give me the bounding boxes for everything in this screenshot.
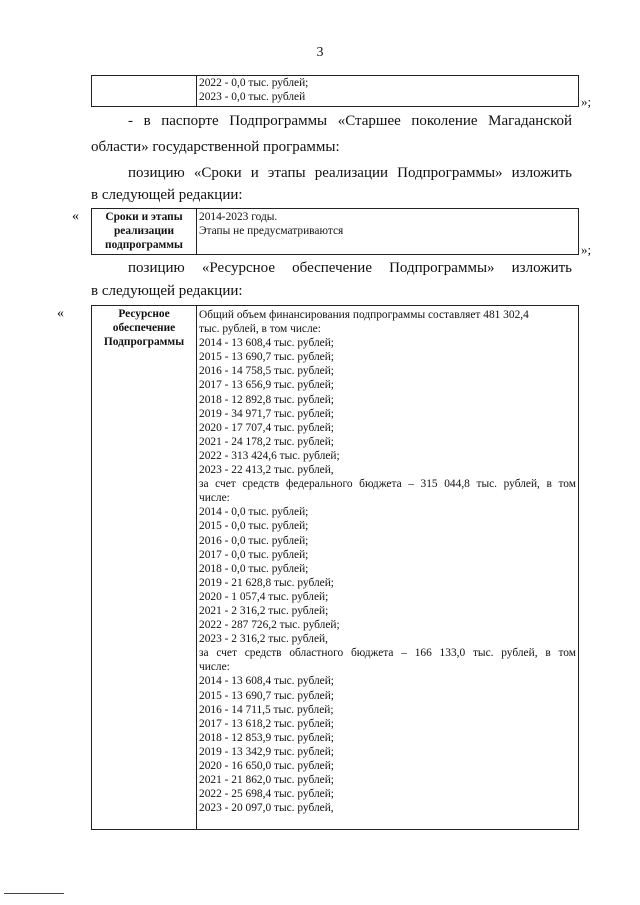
- paragraph-line: области» государственной программы:: [91, 139, 340, 155]
- top-table-left-cell: [92, 76, 197, 107]
- text-line: числе:: [199, 661, 230, 674]
- text-line: тыс. рублей, в том числе:: [199, 323, 321, 336]
- paragraph-line: - в паспорте Подпрограммы «Старшее поколение Магаданской: [128, 113, 572, 129]
- resources-value-cell: [197, 306, 579, 830]
- year-line: 2015 - 0,0 тыс. рублей;: [199, 520, 309, 533]
- year-line: 2016 - 14 711,5 тыс. рублей;: [199, 703, 334, 716]
- year-line: 2017 - 13 656,9 тыс. рублей;: [199, 379, 334, 392]
- page-number: 3: [316, 45, 324, 60]
- year-line: 2023 - 20 097,0 тыс. рублей,: [199, 802, 334, 815]
- year-line: 2016 - 14 758,5 тыс. рублей;: [199, 365, 334, 378]
- year-line: 2018 - 0,0 тыс. рублей;: [199, 562, 309, 575]
- text-line: числе:: [199, 492, 230, 505]
- label-line: реализации: [113, 225, 175, 238]
- year-line: 2014 - 13 608,4 тыс. рублей;: [199, 337, 334, 350]
- year-line: 2023 - 22 413,2 тыс. рублей,: [199, 464, 334, 477]
- resources-label-cell: [92, 306, 197, 830]
- paragraph-line: позицию «Сроки и этапы реализации Подпрограммы» изложить: [128, 165, 572, 181]
- top-table-right-cell: [197, 76, 579, 107]
- terms-table: [91, 208, 579, 255]
- text-line: 2023 - 0,0 тыс. рублей: [199, 91, 306, 104]
- label-line: Сроки и этапы: [105, 211, 183, 223]
- year-line: 2019 - 34 971,7 тыс. рублей;: [199, 407, 334, 420]
- label-line: Подпрограммы: [103, 336, 185, 349]
- opening-quote: «: [57, 306, 64, 321]
- text-line: Общий объем финансирования подпрограммы составляет 481 302,4: [199, 309, 529, 321]
- paragraph-line: в следующей редакции:: [91, 283, 243, 299]
- top-table: [91, 75, 579, 107]
- year-line: 2019 - 13 342,9 тыс. рублей;: [199, 745, 334, 758]
- resources-table: [91, 305, 579, 830]
- year-line: 2022 - 287 726,2 тыс. рублей;: [199, 619, 340, 632]
- year-line: 2019 - 21 628,8 тыс. рублей;: [199, 576, 334, 589]
- year-line: 2018 - 12 853,9 тыс. рублей;: [199, 731, 334, 744]
- year-line: 2020 - 17 707,4 тыс. рублей;: [199, 421, 334, 434]
- year-line: 2021 - 21 862,0 тыс. рублей;: [199, 774, 334, 787]
- year-line: 2022 - 313 424,6 тыс. рублей;: [199, 449, 340, 462]
- footer-rule: [4, 893, 64, 894]
- year-line: 2015 - 13 690,7 тыс. рублей;: [199, 351, 334, 364]
- closing-quote: »;: [581, 94, 592, 109]
- year-line: 2022 - 25 698,4 тыс. рублей;: [199, 788, 334, 801]
- year-line: 2018 - 12 892,8 тыс. рублей;: [199, 393, 334, 406]
- terms-value-cell: [197, 209, 579, 255]
- text-line: за счет средств областного бюджета – 166 133,0 тыс. рублей, в том: [199, 647, 576, 660]
- label-line: Ресурсное: [118, 308, 170, 320]
- year-line: 2017 - 0,0 тыс. рублей;: [199, 548, 309, 561]
- year-line: 2016 - 0,0 тыс. рублей;: [199, 534, 309, 547]
- closing-quote: »;: [581, 242, 592, 257]
- terms-label-cell: [92, 209, 197, 255]
- year-line: 2017 - 13 618,2 тыс. рублей;: [199, 717, 334, 730]
- year-line: 2014 - 0,0 тыс. рублей;: [199, 506, 309, 519]
- text-line: Этапы не предусматриваются: [199, 225, 344, 238]
- year-line: 2020 - 1 057,4 тыс. рублей;: [199, 590, 329, 603]
- year-line: 2015 - 13 690,7 тыс. рублей;: [199, 689, 334, 702]
- paragraph-line: позицию «Ресурсное обеспечение Подпрограммы» изложить: [128, 260, 572, 276]
- text-line: 2022 - 0,0 тыс. рублей;: [199, 77, 309, 89]
- text-line: 2014-2023 годы.: [199, 211, 278, 223]
- label-line: обеспечение: [112, 322, 176, 335]
- year-line: 2014 - 13 608,4 тыс. рублей;: [199, 675, 334, 688]
- year-line: 2021 - 2 316,2 тыс. рублей;: [199, 604, 329, 617]
- paragraph-line: в следующей редакции:: [91, 187, 243, 203]
- year-line: 2021 - 24 178,2 тыс. рублей;: [199, 435, 334, 448]
- text-line: за счет средств федерального бюджета – 315 044,8 тыс. рублей, в том: [199, 478, 576, 491]
- year-line: 2020 - 16 650,0 тыс. рублей;: [199, 760, 334, 772]
- opening-quote: «: [72, 209, 79, 224]
- label-line: подпрограммы: [105, 239, 183, 252]
- year-line: 2023 - 2 316,2 тыс. рублей,: [199, 633, 328, 646]
